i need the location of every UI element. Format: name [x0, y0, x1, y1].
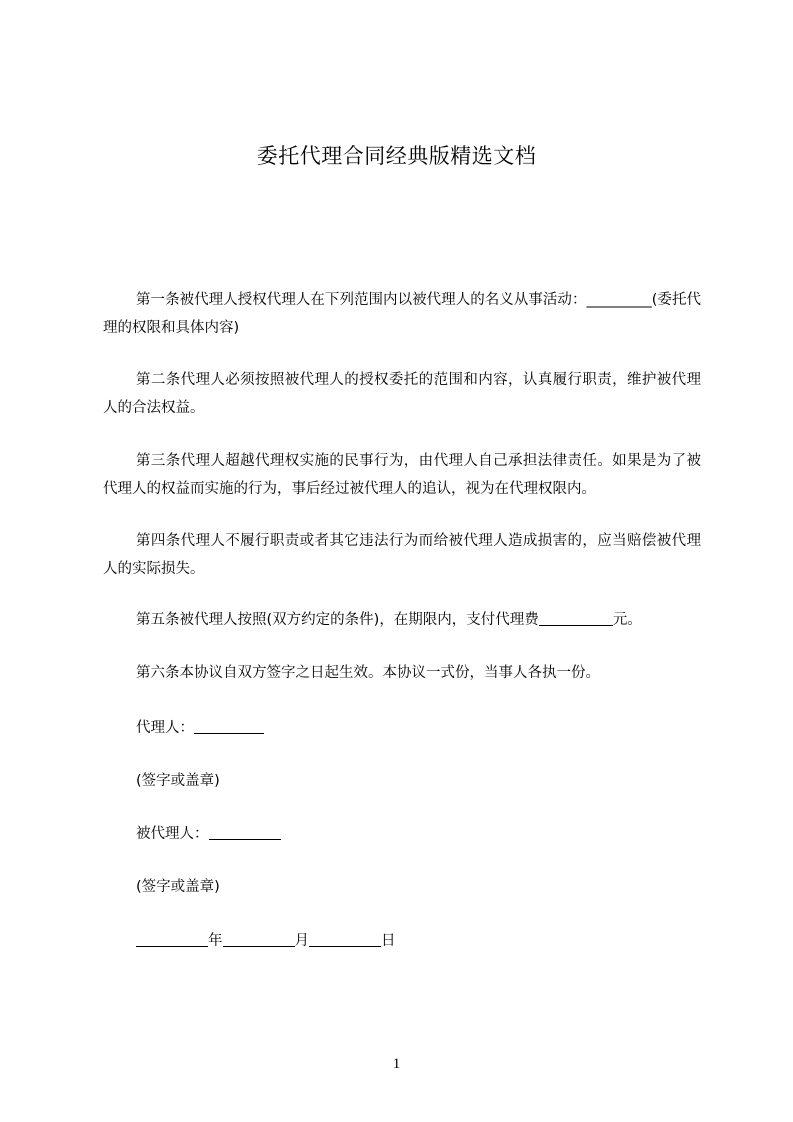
article-2: 第二条代理人必须按照被代理人的授权委托的范围和内容，认真履行职责，维护被代理人的合法权益。	[103, 372, 701, 416]
article-5	[136, 606, 642, 634]
article-5-suffix: 元。	[612, 612, 642, 628]
principal-blank[interactable]	[209, 823, 281, 840]
article-5-text: 第五条被代理人按照(双方约定的条件)，在期限内，支付代理费	[136, 612, 539, 628]
agent-signature-line	[136, 714, 264, 742]
document-title: 委托代理合同经典版精选文档	[256, 144, 537, 168]
year-blank[interactable]	[136, 930, 208, 947]
fee-blank[interactable]	[539, 609, 613, 626]
principal-label: 被代理人：	[136, 826, 209, 842]
article-4: 第四条代理人不履行职责或者其它违法行为而给被代理人造成损害的，应当赔偿被代理人的实际损失。	[103, 533, 701, 577]
sign-note-1: (签字或盖章)	[136, 773, 220, 789]
date-line	[136, 927, 396, 955]
year-label: 年	[208, 933, 223, 949]
article-6: 第六条本协议自双方签字之日起生效。本协议一式份，当事人各执一份。	[136, 665, 600, 681]
day-label: 日	[381, 933, 396, 949]
month-blank[interactable]	[223, 930, 295, 947]
article-3: 第三条代理人超越代理权实施的民事行为，由代理人自己承担法律责任。如果是为了被代理人的权益而实施的行为，事后经过被代理人的追认，视为在代理权限内。	[103, 453, 701, 497]
page-number: 1	[392, 1056, 401, 1072]
agent-blank[interactable]	[194, 717, 264, 734]
principal-signature-line	[136, 820, 281, 848]
sign-note-2: (签字或盖章)	[136, 879, 220, 895]
month-label: 月	[294, 933, 309, 949]
day-blank[interactable]	[309, 930, 381, 947]
article-1: 第一条被代理人授权代理人在下列范围内以被代理人的名义从事活动：_________(委托代理的权限和具体内容)	[103, 292, 701, 336]
agent-label: 代理人：	[136, 720, 194, 736]
